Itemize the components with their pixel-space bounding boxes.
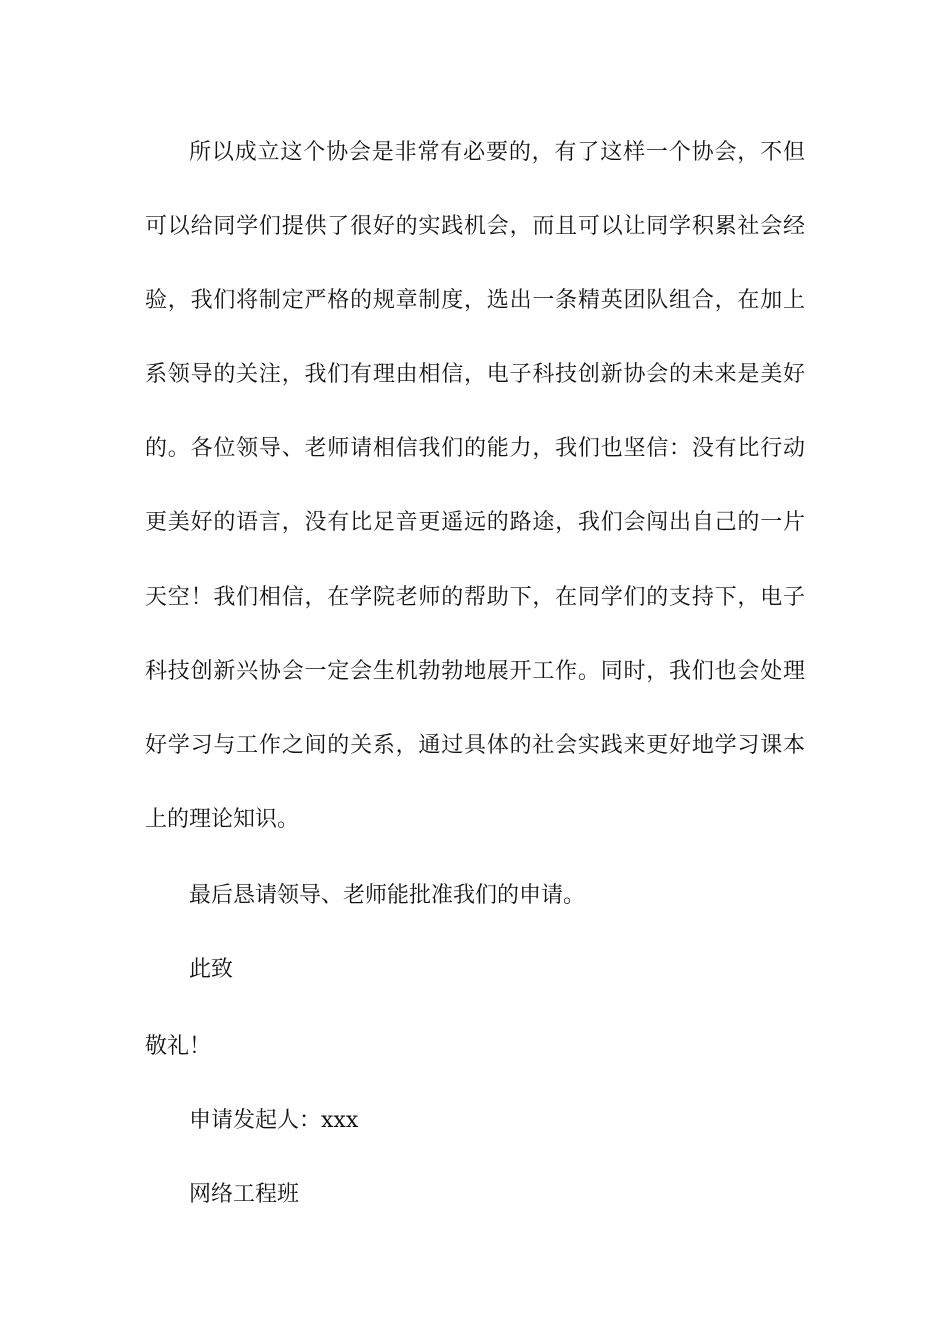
salutation-jing-li: 敬礼！ [145, 1034, 212, 1059]
class-name-line: 网络工程班 [189, 1182, 300, 1207]
body-line-4: 系领导的关注，我们有理由相信，电子科技创新协会的未来是美好 [145, 362, 805, 387]
closing-request: 最后恳请领导、老师能批准我们的申请。 [189, 883, 586, 908]
body-line-9: 好学习与工作之间的关系，通过具体的社会实践来更好地学习课本 [145, 733, 805, 758]
body-line-5: 的。各位领导、老师请相信我们的能力，我们也坚信：没有比行动 [145, 436, 805, 461]
body-line-8: 科技创新兴协会一定会生机勃勃地展开工作。同时，我们也会处理 [145, 659, 805, 684]
body-line-3: 验，我们将制定严格的规章制度，选出一条精英团队组合，在加上 [145, 288, 805, 313]
body-line-2: 可以给同学们提供了很好的实践机会，而且可以让同学积累社会经 [145, 214, 805, 239]
salutation-ci-zhi: 此致 [189, 957, 234, 982]
body-line-1: 所以成立这个协会是非常有必要的，有了这样一个协会，不但 [189, 140, 805, 165]
body-line-7: 天空！我们相信，在学院老师的帮助下，在同学们的支持下，电子 [145, 585, 805, 610]
applicant-line: 申请发起人：xxx [189, 1108, 359, 1133]
body-line-10: 上的理论知识。 [145, 807, 300, 832]
body-line-6: 更美好的语言，没有比足音更遥远的路途，我们会闯出自己的一片 [145, 510, 805, 535]
